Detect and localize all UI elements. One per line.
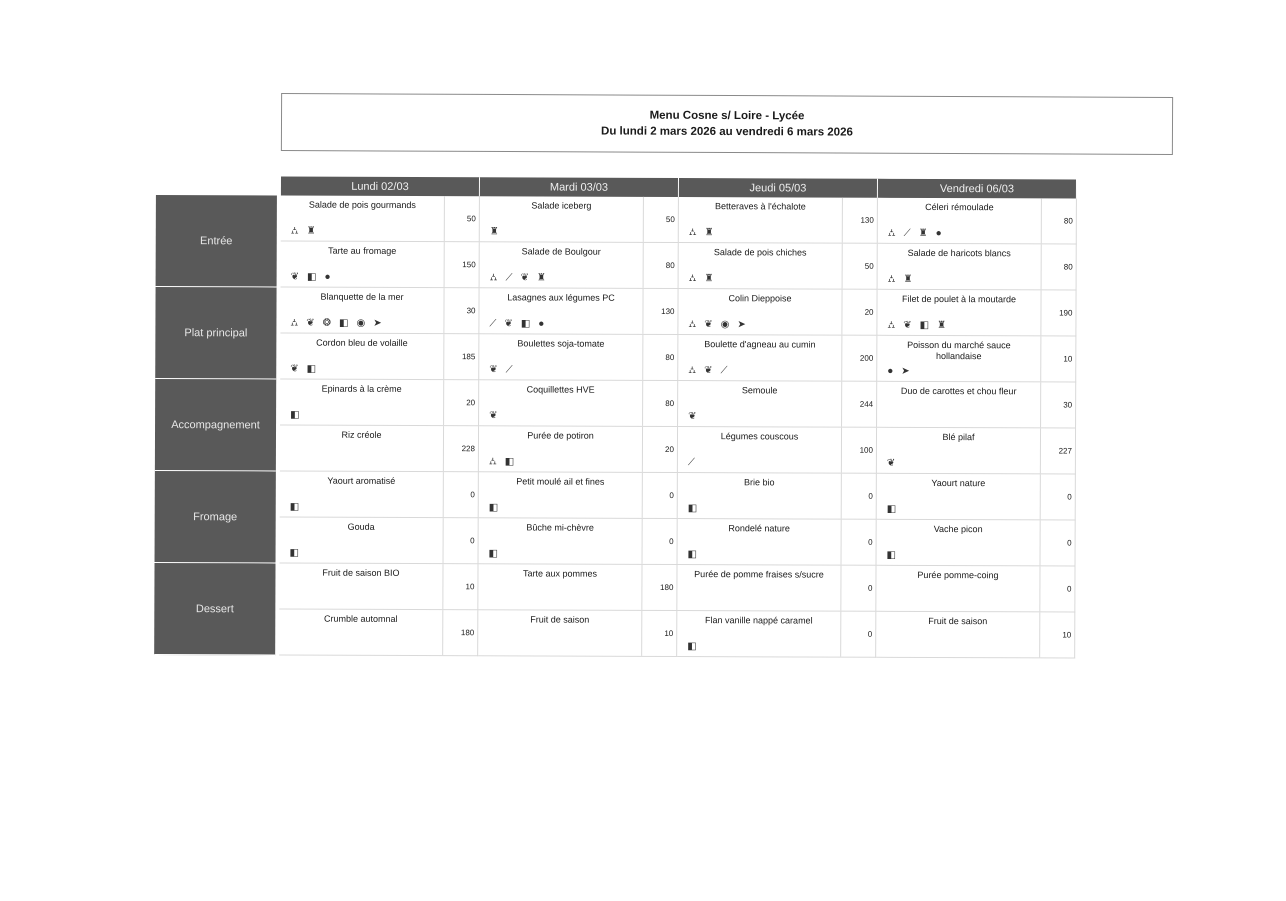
allergen-icons	[688, 320, 745, 330]
dish-name: Crumble automnal	[324, 613, 398, 624]
allergen-icons	[489, 457, 514, 467]
allergen-icons	[688, 550, 697, 560]
milk-icon: ◧	[919, 319, 930, 331]
grams-value: 190	[1059, 308, 1073, 318]
days-grid	[279, 195, 1077, 658]
grams-value: 50	[864, 261, 874, 271]
menu-cell	[877, 428, 1076, 475]
grams-value: 10	[465, 582, 475, 592]
dish-name: Brie bio	[744, 477, 775, 488]
wheat-icon: ❦	[290, 271, 300, 283]
shellfish-icon: ◉	[720, 319, 730, 331]
menu-cell	[878, 198, 1077, 245]
allergen-icons	[489, 411, 497, 421]
egg-icon: ●	[887, 365, 894, 377]
dish-cell	[677, 611, 841, 657]
menu-cell	[479, 472, 678, 519]
grams-value: 0	[470, 536, 475, 546]
dish-name: Petit moulé ail et fines	[516, 476, 605, 487]
milk-icon: ◧	[687, 641, 697, 653]
dish-cell	[280, 287, 444, 333]
dish-cell	[877, 474, 1041, 520]
day-header: Jeudi 05/03	[679, 178, 878, 198]
menu-cell	[678, 427, 877, 474]
bottle-icon: ♜	[704, 273, 714, 285]
salt-icon: ⛼	[688, 365, 697, 377]
dish-cell	[678, 519, 842, 565]
wheat-icon: ❦	[886, 457, 896, 469]
celery-icon: ⟋	[720, 365, 728, 377]
day-header: Lundi 02/03	[281, 176, 480, 196]
dish-cell	[281, 241, 445, 287]
allergen-icons	[888, 275, 913, 285]
menu-cell	[279, 609, 478, 656]
dish-cell	[280, 517, 444, 563]
grams-value: 30	[466, 306, 476, 316]
grams-value: 0	[867, 583, 873, 593]
dish-cell	[678, 335, 842, 381]
dish-name: Yaourt aromatisé	[327, 475, 396, 486]
menu-cell	[678, 289, 877, 336]
page-title: Menu Cosne s/ Loire - Lycée	[649, 109, 805, 123]
milk-icon: ◧	[504, 456, 515, 468]
wheat-icon: ❦	[489, 364, 498, 376]
menu-cell	[677, 565, 876, 612]
menu-cell	[678, 335, 877, 382]
allergen-icons	[290, 503, 299, 513]
menu-cell	[280, 517, 479, 564]
celery-icon: ⟋	[687, 457, 695, 469]
grams-value: 20	[665, 444, 674, 454]
allergen-icons	[290, 549, 299, 559]
dish-cell	[280, 425, 444, 471]
salt-icon: ⛼	[688, 319, 697, 331]
dish-cell	[678, 427, 842, 473]
grams-value: 30	[1063, 400, 1073, 410]
dish-name: Rondelé nature	[728, 523, 790, 534]
allergen-icons	[688, 412, 696, 422]
menu-cell	[480, 242, 679, 289]
wheat-icon: ❦	[290, 363, 299, 375]
grams-value: 0	[867, 629, 873, 639]
menu-cell	[678, 381, 877, 428]
allergen-icons	[291, 273, 331, 283]
wheat-icon: ❦	[688, 411, 697, 423]
dish-name: Légumes couscous	[720, 431, 799, 442]
dish-name: Gouda	[347, 521, 375, 532]
dish-cell	[878, 244, 1042, 290]
menu-cell	[479, 426, 678, 473]
wheat-icon: ❦	[306, 317, 315, 329]
bottle-icon: ♜	[536, 272, 546, 284]
allergen-icons	[291, 227, 316, 237]
fish-icon: ➤	[737, 319, 746, 331]
category-label: Dessert	[154, 563, 275, 655]
menu-cell	[280, 471, 479, 518]
allergen-icons	[688, 504, 697, 514]
menu-cell	[479, 380, 678, 427]
dish-cell	[877, 382, 1041, 428]
menu-cell	[281, 241, 480, 288]
dish-cell	[877, 520, 1041, 566]
dish-cell	[677, 565, 841, 611]
day-column	[677, 197, 878, 658]
dish-cell	[479, 380, 643, 426]
dish-cell	[877, 428, 1041, 474]
menu-cell	[877, 290, 1076, 337]
grams-value: 20	[466, 398, 476, 408]
dish-name: Filet de poulet à la moutarde	[901, 293, 1017, 305]
egg-icon: ●	[935, 227, 942, 240]
dish-cell	[679, 243, 843, 289]
menu-cell	[280, 287, 479, 334]
dish-name: Salade iceberg	[531, 200, 592, 211]
grams-value: 0	[868, 537, 873, 547]
bottle-icon: ♜	[306, 225, 316, 237]
milk-icon: ◧	[687, 549, 698, 561]
dish-cell	[479, 472, 643, 518]
egg-icon: ●	[324, 271, 331, 283]
grams-value: 80	[1063, 262, 1073, 272]
menu-cell	[280, 425, 479, 472]
milk-icon: ◧	[886, 549, 897, 561]
milk-icon: ◧	[306, 271, 317, 283]
celery-icon: ⟋	[903, 227, 911, 239]
menu-cell	[876, 566, 1075, 613]
dish-cell	[679, 197, 843, 243]
category-label: Accompagnement	[155, 379, 276, 471]
wheat-icon: ❦	[704, 319, 713, 331]
dish-name: Salade de pois chiches	[713, 247, 807, 258]
dish-name: Blé pilaf	[942, 432, 975, 443]
grams-value: 228	[461, 444, 475, 454]
dish-cell	[480, 242, 644, 288]
milk-icon: ◧	[306, 363, 317, 375]
allergen-icons	[490, 273, 546, 283]
allergen-icons	[688, 458, 695, 468]
menu-cell	[677, 611, 876, 658]
dish-name: Poisson du marché sauce hollandaise	[907, 339, 1011, 362]
menu-cell	[280, 333, 479, 380]
grams-value: 0	[669, 490, 674, 500]
grams-value: 185	[461, 352, 476, 362]
grams-value: 244	[859, 399, 874, 409]
egg-icon: ●	[538, 318, 545, 330]
salt-icon: ⛼	[290, 225, 299, 237]
dish-cell	[480, 196, 644, 242]
dish-name: Fruit de saison BIO	[322, 567, 400, 578]
grams-value: 0	[669, 536, 674, 546]
menu-cell	[279, 563, 478, 610]
allergen-icons	[489, 549, 498, 559]
dish-cell	[478, 610, 642, 656]
dish-cell	[478, 564, 642, 610]
dish-cell	[876, 566, 1040, 612]
wheat-icon: ❦	[903, 319, 912, 331]
dish-cell	[678, 289, 842, 335]
grams-value: 150	[462, 260, 476, 270]
dish-name: Coquillettes HVE	[526, 384, 595, 395]
dish-name: Cordon bleu de volaille	[316, 337, 408, 348]
allergen-icons	[490, 227, 499, 237]
allergen-icons	[489, 365, 512, 375]
bottle-icon: ♜	[704, 227, 714, 239]
dish-name: Epinards à la crème	[321, 383, 402, 394]
menu-title-box	[281, 93, 1173, 155]
dish-name: Lasagnes aux légumes PC	[507, 292, 615, 303]
allergen-icons	[887, 459, 895, 469]
dish-name: Salade de pois gourmands	[308, 199, 416, 210]
grams-value: 0	[1066, 584, 1072, 594]
dish-name: Vache picon	[933, 523, 983, 535]
dish-cell	[280, 379, 444, 425]
salt-icon: ⛼	[688, 227, 697, 239]
day-column	[478, 196, 679, 657]
grams-value: 227	[1058, 446, 1072, 456]
dish-name: Semoule	[741, 385, 778, 396]
grams-value: 20	[864, 307, 874, 317]
allergen-icons	[887, 367, 909, 377]
dish-cell	[876, 612, 1040, 658]
menu-table	[154, 176, 1078, 659]
milk-icon: ◧	[290, 409, 300, 421]
allergen-icons	[887, 505, 896, 515]
allergen-icons	[489, 319, 544, 329]
dish-name: Fruit de saison	[928, 615, 988, 627]
menu-cell	[877, 520, 1076, 567]
grams-value: 10	[1063, 354, 1073, 364]
salt-icon: ⛼	[887, 319, 896, 331]
category-column	[154, 195, 277, 655]
category-label: Entrée	[156, 195, 277, 287]
menu-cell	[280, 379, 479, 426]
category-label: Fromage	[155, 471, 276, 563]
dish-name: Purée pomme-coing	[917, 569, 999, 581]
dish-name: Céleri rémoulade	[925, 201, 994, 213]
dish-cell	[678, 381, 842, 427]
dish-cell	[280, 333, 444, 379]
celery-icon: ⟋	[505, 364, 513, 376]
allergen-icons	[887, 551, 896, 561]
allergen-icons	[290, 411, 299, 421]
menu-cell	[878, 244, 1077, 291]
menu-cell	[679, 243, 878, 290]
dish-name: Flan vanille nappé caramel	[704, 615, 813, 626]
dish-name: Purée de potiron	[527, 430, 594, 441]
menu-cell	[480, 196, 679, 243]
celery-icon: ⟋	[489, 318, 497, 330]
dish-cell	[280, 471, 444, 517]
milk-icon: ◧	[687, 503, 698, 515]
grams-value: 80	[665, 260, 675, 270]
grams-value: 130	[860, 215, 874, 225]
dish-cell	[479, 288, 643, 334]
dish-name: Colin Dieppoise	[728, 293, 792, 304]
category-label: Plat principal	[155, 287, 276, 379]
dish-name: Salade de Boulgour	[521, 246, 601, 257]
bottle-icon: ♜	[937, 320, 947, 332]
dish-name: Tarte au fromage	[328, 245, 397, 256]
milk-icon: ◧	[289, 547, 300, 559]
milk-icon: ◧	[488, 502, 499, 514]
grams-value: 80	[665, 352, 675, 362]
celery-icon: ⟋	[505, 272, 513, 284]
dish-name: Betteraves à l'échalote	[714, 201, 806, 212]
allergen-icons	[290, 319, 381, 329]
dish-cell	[479, 426, 643, 472]
dish-name: Boulettes soja-tomate	[517, 338, 605, 349]
milk-icon: ◧	[289, 501, 300, 513]
menu-cell	[479, 288, 678, 335]
dish-name: Purée de pomme fraises s/sucre	[694, 569, 824, 580]
wheat-icon: ❦	[520, 272, 529, 284]
day-header: Vendredi 06/03	[878, 179, 1077, 199]
salt-icon: ⛼	[488, 456, 497, 468]
menu-cell	[479, 518, 678, 565]
dish-cell	[678, 473, 842, 519]
day-header: Mardi 03/03	[480, 177, 679, 197]
wheat-icon: ❦	[504, 318, 513, 330]
grams-value: 130	[661, 306, 675, 316]
allergen-icons	[689, 228, 714, 238]
grams-value: 0	[1067, 538, 1072, 548]
milk-icon: ◧	[520, 318, 531, 330]
salt-icon: ⛼	[290, 317, 299, 329]
allergen-icons	[887, 321, 946, 331]
dish-cell	[877, 336, 1041, 382]
dish-name: Duo de carottes et chou fleur	[900, 385, 1017, 397]
allergen-icons	[888, 229, 942, 239]
menu-cell	[877, 336, 1076, 383]
salt-icon: ⛼	[887, 227, 896, 239]
grams-value: 100	[859, 445, 873, 455]
menu-cell	[281, 195, 480, 242]
bottle-icon: ♜	[903, 273, 913, 285]
bottle-icon: ♜	[489, 226, 499, 238]
dish-cell	[479, 518, 643, 564]
allergen-icons	[688, 366, 727, 376]
bottle-icon: ♜	[918, 227, 928, 239]
menu-cell	[877, 474, 1076, 521]
dish-name: Fruit de saison	[530, 614, 590, 625]
dish-name: Riz créole	[341, 429, 382, 440]
milk-icon: ◧	[488, 548, 499, 560]
salt-icon: ⛼	[489, 272, 498, 284]
menu-cell	[876, 612, 1075, 659]
allergen-icons	[290, 365, 316, 375]
dish-name: Tarte aux pommes	[522, 568, 598, 579]
grams-value: 180	[460, 628, 475, 638]
grams-value: 10	[664, 628, 674, 638]
milk-icon: ◧	[886, 503, 897, 515]
grams-value: 50	[665, 214, 675, 224]
menu-cell	[679, 197, 878, 244]
milk-icon: ◧	[339, 317, 349, 329]
crab-icon: ❂	[322, 317, 332, 329]
menu-cell	[478, 564, 677, 611]
grams-value: 80	[665, 398, 675, 408]
dish-cell	[281, 195, 445, 241]
allergen-icons	[687, 642, 696, 652]
grams-value: 0	[1067, 492, 1072, 502]
dish-name: Boulette d'agneau au cumin	[704, 339, 816, 350]
day-column	[279, 195, 480, 656]
wheat-icon: ❦	[704, 365, 713, 377]
page-subtitle: Du lundi 2 mars 2026 au vendredi 6 mars 2026	[601, 125, 853, 139]
grams-value: 80	[1063, 216, 1073, 226]
dish-name: Yaourt nature	[931, 477, 986, 489]
dish-name: Salade de haricots blancs	[907, 247, 1011, 259]
menu-cell	[678, 519, 877, 566]
grams-value: 0	[868, 491, 873, 501]
menu-cell	[478, 610, 677, 657]
dish-name: Blanquette de la mer	[320, 291, 404, 302]
shellfish-icon: ◉	[356, 317, 366, 329]
dish-name: Bûche mi-chèvre	[526, 522, 594, 533]
dish-cell	[279, 563, 443, 609]
menu-cell	[479, 334, 678, 381]
dish-cell	[279, 609, 443, 655]
allergen-icons	[689, 274, 714, 284]
allergen-icons	[489, 503, 498, 513]
fish-icon: ➤	[373, 317, 382, 329]
dish-cell	[878, 198, 1042, 244]
grams-value: 180	[660, 582, 674, 592]
grams-value: 10	[1062, 630, 1072, 640]
dish-cell	[479, 334, 643, 380]
menu-cell	[877, 382, 1076, 429]
salt-icon: ⛼	[887, 273, 896, 285]
dish-cell	[877, 290, 1041, 336]
day-column	[876, 198, 1077, 659]
fish-icon: ➤	[901, 365, 910, 377]
salt-icon: ⛼	[688, 273, 697, 285]
menu-cell	[678, 473, 877, 520]
wheat-icon: ❦	[489, 410, 498, 422]
grams-value: 0	[470, 490, 475, 500]
grams-value: 50	[466, 214, 476, 224]
grams-value: 200	[859, 353, 874, 363]
